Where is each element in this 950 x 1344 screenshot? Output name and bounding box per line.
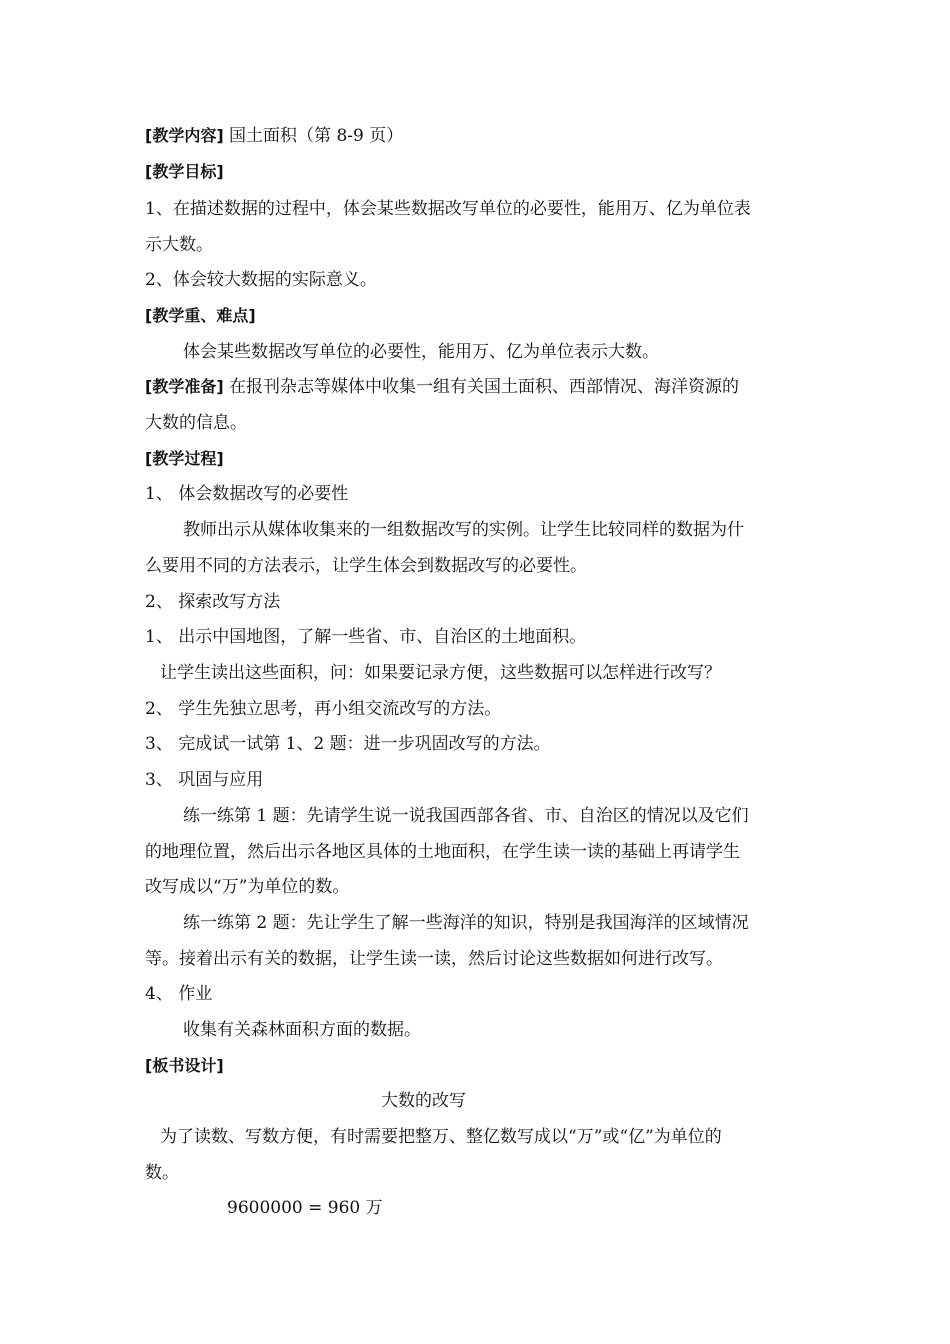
homework-text: 收集有关森林面积方面的数据。: [183, 1020, 421, 1040]
goal-1-line-1: 1、在描述数据的过程中，体会某些数据改写单位的必要性，能用万、亿为单位表: [145, 199, 751, 219]
preparation-text: 在报刊杂志等媒体中收集一组有关国土面积、西部情况、海洋资源的: [229, 377, 740, 397]
teaching-content-line: [145, 124, 810, 148]
teaching-goals-heading: [教学目标]: [145, 162, 224, 181]
exercise-1-line-3: 改写成以“万”为单位的数。: [145, 877, 350, 897]
step-1-text-line-2: 么要用不同的方法表示，让学生体会到数据改写的必要性。: [145, 556, 587, 576]
key-points-text: 体会某些数据改写单位的必要性，能用万、亿为单位表示大数。: [183, 342, 659, 362]
step-2-item-3: 3、 完成试一试第 1、2 题：进一步巩固改写的方法。: [145, 734, 551, 754]
preparation-line: [145, 375, 810, 399]
exercise-1-line-1: 练一练第 1 题：先请学生说一说我国西部各省、市、自治区的情况以及它们: [183, 806, 749, 826]
step-2-item-2: 2、 学生先独立思考，再小组交流改写的方法。: [145, 699, 502, 719]
preparation-text-cont: 大数的信息。: [145, 413, 247, 433]
teaching-process-heading: [教学过程]: [145, 449, 224, 468]
board-text-line-2: 数。: [145, 1163, 179, 1183]
step-2-item-1: 1、 出示中国地图，了解一些省、市、自治区的土地面积。: [145, 627, 587, 647]
exercise-2-line-1: 练一练第 2 题：先让学生了解一些海洋的知识，特别是我国海洋的区域情况: [183, 913, 749, 933]
exercise-1-line-2: 的地理位置，然后出示各地区具体的土地面积，在学生读一读的基础上再请学生: [145, 842, 740, 862]
board-formula: 9600000 = 960 万: [227, 1198, 383, 1218]
board-text-line-1: 为了读数、写数方便，有时需要把整万、整亿数写成以“万”或“亿”为单位的: [160, 1127, 722, 1147]
preparation-label: [教学准备]: [145, 377, 224, 396]
step-4-title: 4、 作业: [145, 984, 213, 1004]
teaching-content-label: [教学内容]: [145, 126, 224, 145]
step-1-text-line-1: 教师出示从媒体收集来的一组数据改写的实例。让学生比较同样的数据为什: [183, 520, 744, 540]
step-1-title: 1、 体会数据改写的必要性: [145, 484, 349, 504]
key-points-heading: [教学重、难点]: [145, 306, 256, 325]
board-title: 大数的改写: [381, 1091, 466, 1111]
exercise-2-line-2: 等。接着出示有关的数据，让学生读一读，然后讨论这些数据如何进行改写。: [145, 949, 723, 969]
goal-1-line-2: 示大数。: [145, 235, 213, 255]
step-3-title: 3、 巩固与应用: [145, 770, 264, 790]
step-2-item-1-question: 让学生读出这些面积，问：如果要记录方便，这些数据可以怎样进行改写？: [160, 663, 721, 683]
board-design-heading: [板书设计]: [145, 1056, 224, 1075]
teaching-content-text: 国土面积（第 8-9 页）: [229, 126, 404, 146]
step-2-title: 2、 探索改写方法: [145, 592, 281, 612]
goal-2: 2、体会较大数据的实际意义。: [145, 270, 377, 290]
